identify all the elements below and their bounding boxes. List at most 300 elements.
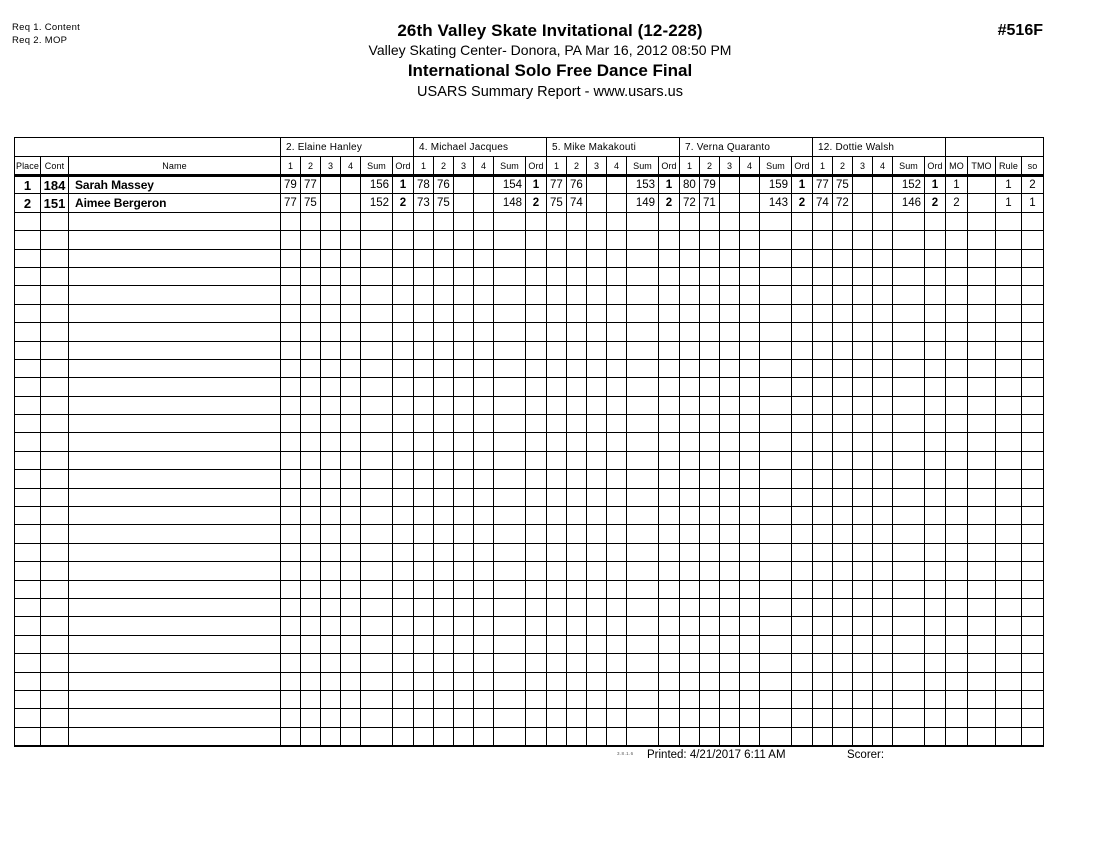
- cell-j4-4: [740, 378, 760, 396]
- cell-j2-sum: [494, 433, 526, 451]
- cell-j3-ord: [659, 507, 680, 525]
- cell-j2-2: [434, 654, 454, 672]
- cell-j4-4: [740, 359, 760, 377]
- cell-j5-3: [853, 507, 873, 525]
- cell-j5-4: [873, 212, 893, 230]
- cell-j3-ord: [659, 525, 680, 543]
- cell-so: [1022, 249, 1044, 267]
- cell-place: [15, 396, 41, 414]
- cell-j3-4: [607, 470, 627, 488]
- cell-tmo: [968, 212, 996, 230]
- cell-j3-1: [547, 617, 567, 635]
- cell-j1-4: [341, 727, 361, 745]
- header-j4-4: 4: [740, 157, 760, 176]
- cell-j1-2: [301, 212, 321, 230]
- cell-j5-4: [873, 709, 893, 727]
- cell-j3-1: [547, 359, 567, 377]
- cell-j1-1: [281, 654, 301, 672]
- cell-name: [69, 433, 281, 451]
- cell-j5-4: [873, 654, 893, 672]
- cell-j1-3: [321, 451, 341, 469]
- cell-j3-2: [567, 396, 587, 414]
- cell-j1-3: [321, 507, 341, 525]
- cell-j1-2: [301, 543, 321, 561]
- cell-j3-4: [607, 617, 627, 635]
- cell-j3-3: [587, 231, 607, 249]
- cell-cont: [41, 396, 69, 414]
- cell-j4-2: [700, 598, 720, 616]
- cell-tmo: [968, 709, 996, 727]
- cell-j5-2: [833, 304, 853, 322]
- cell-j4-sum: [760, 562, 792, 580]
- cell-j4-4: [740, 507, 760, 525]
- cell-j4-sum: [760, 543, 792, 561]
- cell-j2-2: [434, 433, 454, 451]
- cell-so: [1022, 580, 1044, 598]
- cell-j1-2: [301, 727, 321, 745]
- cell-j1-sum: [361, 470, 393, 488]
- cell-j4-1: [680, 249, 700, 267]
- cell-j3-1: [547, 249, 567, 267]
- cell-place: [15, 341, 41, 359]
- cell-j5-ord: [925, 543, 946, 561]
- cell-so: [1022, 451, 1044, 469]
- cell-j1-2: [301, 617, 321, 635]
- cell-j3-sum: [627, 323, 659, 341]
- cell-j3-ord: [659, 562, 680, 580]
- cell-j3-sum: [627, 507, 659, 525]
- cell-j4-sum: [760, 323, 792, 341]
- cell-j5-sum: [893, 415, 925, 433]
- cell-tmo: [968, 267, 996, 285]
- competition-title: 26th Valley Skate Invitational (12-228): [397, 21, 703, 40]
- cell-j2-sum: [494, 323, 526, 341]
- cell-j4-4: [740, 488, 760, 506]
- cell-j3-3: [587, 212, 607, 230]
- cell-j5-1: [813, 396, 833, 414]
- cell-name: [69, 580, 281, 598]
- cell-j3-2: [567, 267, 587, 285]
- cell-j3-4: [607, 543, 627, 561]
- cell-j5-1: [813, 286, 833, 304]
- cell-j4-2: [700, 451, 720, 469]
- cell-j2-sum: [494, 286, 526, 304]
- cell-place: [15, 690, 41, 708]
- header-place: Place: [15, 157, 41, 176]
- cell-j4-4: [740, 451, 760, 469]
- cell-so: [1022, 267, 1044, 285]
- cell-name: [69, 488, 281, 506]
- cell-j2-2: [434, 359, 454, 377]
- cell-j1-ord: [393, 359, 414, 377]
- cell-place: [15, 359, 41, 377]
- cell-j3-ord: [659, 488, 680, 506]
- cell-j2-2: [434, 635, 454, 653]
- cell-j1-ord: [393, 341, 414, 359]
- cell-rule: [996, 507, 1022, 525]
- cell-mo: [946, 525, 968, 543]
- header-j3-2: 2: [567, 157, 587, 176]
- cell-j1-sum: [361, 543, 393, 561]
- cell-j3-sum: [627, 415, 659, 433]
- cell-place: [15, 415, 41, 433]
- cell-j5-sum: [893, 286, 925, 304]
- cell-j1-4: [341, 304, 361, 322]
- cell-name: [69, 359, 281, 377]
- table-row-empty: [15, 488, 1044, 506]
- cell-j3-2: [567, 690, 587, 708]
- cell-j4-ord: [792, 672, 813, 690]
- table-row-empty: [15, 598, 1044, 616]
- cell-j4-4: [740, 194, 760, 212]
- judge-band-row: [15, 138, 1044, 157]
- cell-j1-sum: [361, 212, 393, 230]
- cell-j4-2: [700, 727, 720, 745]
- cell-j4-ord: [792, 709, 813, 727]
- cell-j3-sum: [627, 543, 659, 561]
- header-j1-4: 4: [341, 157, 361, 176]
- cell-j2-3: [454, 451, 474, 469]
- cell-j1-3: [321, 323, 341, 341]
- cell-j3-3: [587, 249, 607, 267]
- header-j2-sum: Sum: [494, 157, 526, 176]
- cell-rule: 1: [996, 194, 1022, 212]
- cell-j5-2: [833, 635, 853, 653]
- cell-j2-ord: [526, 267, 547, 285]
- header-j1-sum: Sum: [361, 157, 393, 176]
- header-cont: Cont: [41, 157, 69, 176]
- cell-place: [15, 378, 41, 396]
- cell-mo: [946, 304, 968, 322]
- cell-tmo: [968, 690, 996, 708]
- cell-name: [69, 415, 281, 433]
- cell-j4-3: [720, 212, 740, 230]
- cell-rule: [996, 470, 1022, 488]
- cell-j2-1: [414, 617, 434, 635]
- cell-j4-ord: [792, 341, 813, 359]
- cell-j4-1: [680, 396, 700, 414]
- cell-tmo: [968, 415, 996, 433]
- cell-cont: [41, 231, 69, 249]
- cell-j5-3: [853, 727, 873, 745]
- cell-tmo: [968, 433, 996, 451]
- cell-j3-2: [567, 488, 587, 506]
- cell-j5-ord: [925, 415, 946, 433]
- cell-j5-3: [853, 598, 873, 616]
- cell-j2-1: [414, 672, 434, 690]
- footer-printed-timestamp: Printed: 4/21/2017 6:11 AM: [647, 749, 786, 761]
- cell-j3-sum: 153: [627, 176, 659, 194]
- cell-rule: [996, 598, 1022, 616]
- cell-j1-sum: [361, 562, 393, 580]
- report-header: [0, 20, 1100, 103]
- cell-j4-3: [720, 249, 740, 267]
- cell-name: [69, 286, 281, 304]
- cell-j4-2: [700, 415, 720, 433]
- cell-cont: [41, 249, 69, 267]
- cell-j4-2: [700, 378, 720, 396]
- cell-j5-2: [833, 359, 853, 377]
- cell-j5-1: [813, 304, 833, 322]
- cell-j2-2: [434, 727, 454, 745]
- cell-j4-3: [720, 672, 740, 690]
- cell-mo: [946, 249, 968, 267]
- cell-j3-ord: [659, 231, 680, 249]
- cell-j3-ord: [659, 709, 680, 727]
- cell-j4-2: [700, 507, 720, 525]
- cell-j1-sum: [361, 323, 393, 341]
- cell-cont: [41, 635, 69, 653]
- cell-j2-2: [434, 286, 454, 304]
- table-row-empty: [15, 507, 1044, 525]
- cell-j5-4: [873, 727, 893, 745]
- cell-j5-sum: [893, 433, 925, 451]
- cell-j5-ord: [925, 470, 946, 488]
- cell-j5-ord: [925, 507, 946, 525]
- cell-j1-1: [281, 212, 301, 230]
- cell-cont: [41, 507, 69, 525]
- cell-j5-ord: [925, 433, 946, 451]
- cell-j4-2: [700, 212, 720, 230]
- cell-j1-2: [301, 249, 321, 267]
- table-row-empty: [15, 709, 1044, 727]
- cell-j4-3: [720, 525, 740, 543]
- cell-j1-2: [301, 598, 321, 616]
- cell-cont: [41, 451, 69, 469]
- cell-j4-2: [700, 304, 720, 322]
- cell-j1-3: [321, 396, 341, 414]
- cell-j2-ord: [526, 543, 547, 561]
- cell-j2-3: [454, 267, 474, 285]
- cell-j1-1: [281, 672, 301, 690]
- cell-j4-3: [720, 507, 740, 525]
- cell-j1-2: [301, 635, 321, 653]
- header-j3-4: 4: [607, 157, 627, 176]
- cell-j1-2: 77: [301, 176, 321, 194]
- cell-j2-4: [474, 267, 494, 285]
- cell-j3-2: [567, 359, 587, 377]
- cell-j1-ord: [393, 562, 414, 580]
- cell-mo: [946, 470, 968, 488]
- cell-j5-1: [813, 727, 833, 745]
- cell-j1-1: [281, 249, 301, 267]
- cell-j3-ord: [659, 543, 680, 561]
- cell-j5-3: [853, 709, 873, 727]
- table-row-empty: [15, 231, 1044, 249]
- cell-j3-ord: [659, 415, 680, 433]
- header-j2-4: 4: [474, 157, 494, 176]
- cell-j2-4: [474, 176, 494, 194]
- cell-j4-3: [720, 194, 740, 212]
- cell-j1-3: [321, 525, 341, 543]
- cell-j3-ord: [659, 359, 680, 377]
- cell-j4-1: 80: [680, 176, 700, 194]
- cell-j5-sum: [893, 525, 925, 543]
- cell-j3-ord: [659, 635, 680, 653]
- table-row-empty: [15, 267, 1044, 285]
- cell-j1-ord: 1: [393, 176, 414, 194]
- cell-j3-1: [547, 415, 567, 433]
- header-j1-3: 3: [321, 157, 341, 176]
- cell-j4-4: [740, 580, 760, 598]
- cell-j3-ord: [659, 304, 680, 322]
- cell-j1-3: [321, 617, 341, 635]
- cell-j3-1: [547, 451, 567, 469]
- cell-j2-sum: [494, 654, 526, 672]
- cell-j1-ord: [393, 378, 414, 396]
- cell-j1-2: [301, 378, 321, 396]
- cell-j5-4: [873, 635, 893, 653]
- cell-j4-ord: [792, 525, 813, 543]
- cell-so: [1022, 672, 1044, 690]
- cell-j3-1: [547, 396, 567, 414]
- cell-j3-ord: [659, 212, 680, 230]
- cell-j1-ord: [393, 543, 414, 561]
- cell-j1-ord: [393, 415, 414, 433]
- cell-j5-sum: 146: [893, 194, 925, 212]
- cell-j4-ord: [792, 249, 813, 267]
- cell-j3-4: [607, 433, 627, 451]
- cell-j5-ord: [925, 359, 946, 377]
- cell-j4-4: [740, 267, 760, 285]
- cell-j3-4: [607, 672, 627, 690]
- cell-j3-4: [607, 176, 627, 194]
- cell-j1-2: [301, 709, 321, 727]
- cell-j4-1: 72: [680, 194, 700, 212]
- cell-tmo: [968, 635, 996, 653]
- cell-tmo: [968, 470, 996, 488]
- cell-j3-4: [607, 507, 627, 525]
- cell-j4-1: [680, 433, 700, 451]
- cell-mo: [946, 212, 968, 230]
- cell-j2-4: [474, 470, 494, 488]
- cell-j2-1: [414, 709, 434, 727]
- cell-j1-2: [301, 396, 321, 414]
- cell-tmo: [968, 617, 996, 635]
- cell-j2-ord: [526, 359, 547, 377]
- cell-place: [15, 433, 41, 451]
- cell-j5-1: [813, 598, 833, 616]
- cell-j1-sum: [361, 267, 393, 285]
- cell-j1-2: [301, 267, 321, 285]
- cell-j4-sum: [760, 249, 792, 267]
- cell-j2-4: [474, 212, 494, 230]
- cell-cont: [41, 580, 69, 598]
- cell-cont: [41, 378, 69, 396]
- cell-name: [69, 617, 281, 635]
- cell-j1-sum: [361, 488, 393, 506]
- cell-j3-sum: [627, 359, 659, 377]
- cell-rule: [996, 488, 1022, 506]
- cell-j3-2: [567, 323, 587, 341]
- cell-j3-1: [547, 470, 567, 488]
- cell-j4-ord: [792, 451, 813, 469]
- cell-j5-2: [833, 267, 853, 285]
- cell-j2-2: [434, 507, 454, 525]
- cell-j5-2: [833, 709, 853, 727]
- cell-j5-sum: [893, 304, 925, 322]
- cell-j5-4: [873, 194, 893, 212]
- cell-j4-2: [700, 433, 720, 451]
- cell-j4-ord: [792, 727, 813, 745]
- cell-j1-sum: [361, 304, 393, 322]
- cell-j3-3: [587, 470, 607, 488]
- cell-j1-ord: [393, 212, 414, 230]
- cell-j4-2: 71: [700, 194, 720, 212]
- cell-j1-4: [341, 323, 361, 341]
- event-number: #516F: [997, 22, 1043, 39]
- cell-j1-2: [301, 304, 321, 322]
- cell-j1-1: 79: [281, 176, 301, 194]
- cell-j5-1: [813, 617, 833, 635]
- cell-j1-1: [281, 709, 301, 727]
- cell-j2-2: [434, 580, 454, 598]
- cell-j5-4: [873, 507, 893, 525]
- header-j4-2: 2: [700, 157, 720, 176]
- cell-name: [69, 690, 281, 708]
- cell-j5-ord: 1: [925, 176, 946, 194]
- cell-j2-1: [414, 690, 434, 708]
- cell-j5-3: [853, 286, 873, 304]
- cell-mo: [946, 451, 968, 469]
- cell-j5-3: [853, 176, 873, 194]
- cell-j4-3: [720, 580, 740, 598]
- cell-j2-ord: [526, 562, 547, 580]
- cell-j1-2: [301, 525, 321, 543]
- cell-place: [15, 598, 41, 616]
- cell-j3-2: 76: [567, 176, 587, 194]
- footer-version-code: 3.8.1.6: [617, 751, 634, 756]
- cell-j2-sum: [494, 507, 526, 525]
- cell-j3-3: [587, 543, 607, 561]
- cell-j3-sum: [627, 378, 659, 396]
- cell-mo: [946, 286, 968, 304]
- cell-j1-2: [301, 451, 321, 469]
- cell-j3-3: [587, 598, 607, 616]
- cell-j4-3: [720, 727, 740, 745]
- cell-cont: [41, 359, 69, 377]
- cell-j3-2: [567, 231, 587, 249]
- cell-j2-ord: [526, 598, 547, 616]
- cell-j2-ord: [526, 231, 547, 249]
- cell-j4-2: [700, 286, 720, 304]
- cell-j4-sum: [760, 415, 792, 433]
- cell-j2-ord: [526, 396, 547, 414]
- cell-j3-4: [607, 451, 627, 469]
- cell-j4-2: [700, 543, 720, 561]
- cell-name: [69, 323, 281, 341]
- cell-j1-3: [321, 286, 341, 304]
- cell-j5-4: [873, 451, 893, 469]
- cell-j3-ord: [659, 580, 680, 598]
- cell-j4-1: [680, 304, 700, 322]
- cell-j4-3: [720, 378, 740, 396]
- cell-j5-sum: [893, 323, 925, 341]
- cell-j4-2: [700, 359, 720, 377]
- cell-j5-3: [853, 323, 873, 341]
- cell-j2-1: [414, 580, 434, 598]
- cell-j1-4: [341, 249, 361, 267]
- cell-j2-4: [474, 488, 494, 506]
- cell-j5-ord: [925, 286, 946, 304]
- cell-j1-1: [281, 231, 301, 249]
- cell-j1-2: [301, 562, 321, 580]
- cell-j2-3: [454, 507, 474, 525]
- cell-j5-sum: [893, 488, 925, 506]
- header-so: so: [1022, 157, 1044, 176]
- cell-j1-ord: [393, 727, 414, 745]
- cell-j3-3: [587, 562, 607, 580]
